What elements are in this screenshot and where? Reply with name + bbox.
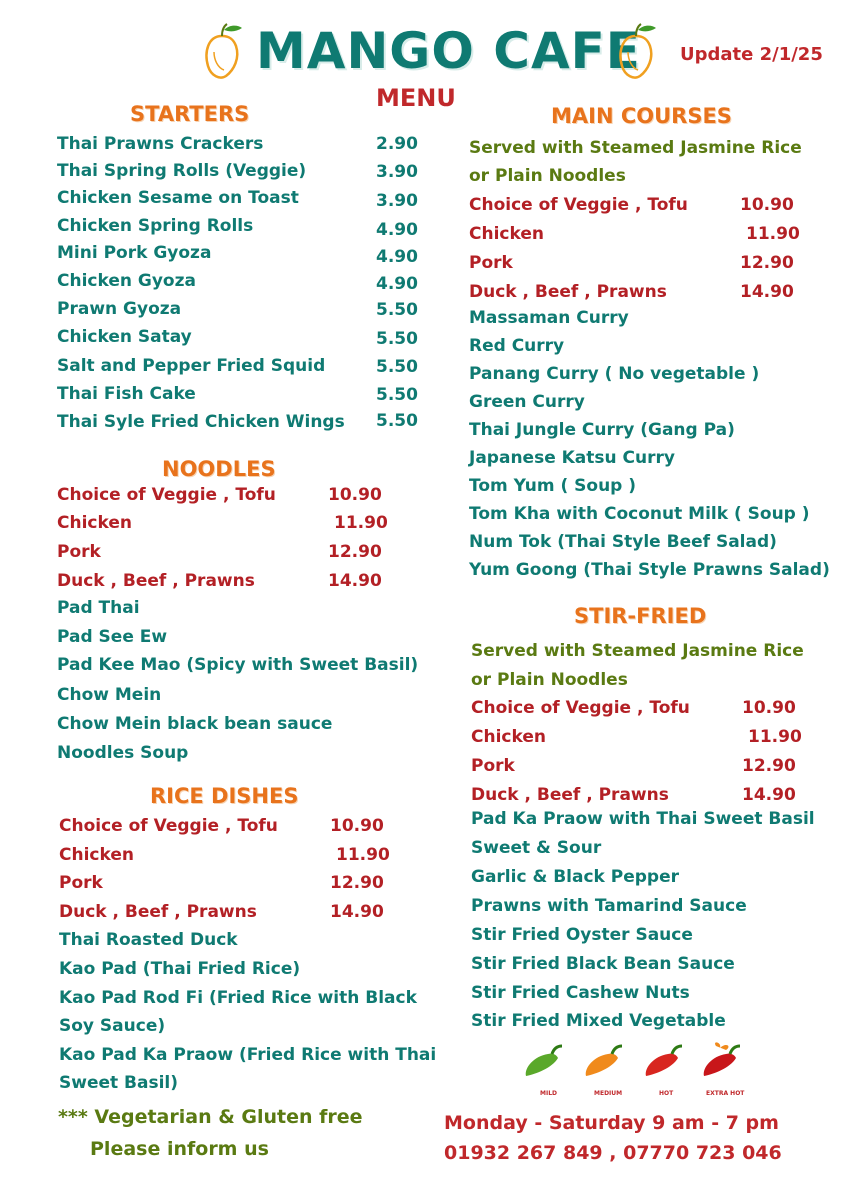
main-dish: Thai Jungle Curry (Gang Pa) [469, 420, 735, 440]
stir-option: Pork [471, 756, 515, 776]
stir-price: 11.90 [748, 727, 802, 747]
rice-option: Duck , Beef , Prawns [59, 902, 257, 922]
main-courses-heading: MAIN COURSES [551, 104, 732, 128]
stir-option: Chicken [471, 727, 546, 747]
main-option: Chicken [469, 224, 544, 244]
spice-legend [520, 1040, 750, 1090]
main-dish: Japanese Katsu Curry [469, 448, 675, 468]
starter-price: 3.90 [376, 162, 418, 182]
starter-price: 5.50 [376, 385, 418, 405]
noodles-option: Duck , Beef , Prawns [57, 571, 255, 591]
main-price: 12.90 [740, 253, 794, 273]
main-served-note: Served with Steamed Jasmine Rice [469, 138, 802, 158]
noodles-price: 14.90 [328, 571, 382, 591]
starter-item: Thai Prawns Crackers [57, 134, 264, 154]
rice-option: Choice of Veggie , Tofu [59, 816, 278, 836]
noodles-option: Chicken [57, 513, 132, 533]
main-dish: Red Curry [469, 336, 565, 356]
rice-dish: Kao Pad Rod Fi (Fried Rice with Black [59, 988, 417, 1008]
menu-heading: MENU [376, 84, 456, 112]
mango-logo-icon [614, 22, 658, 82]
starter-price: 4.90 [376, 247, 418, 267]
starter-price: 5.50 [376, 411, 418, 431]
stir-dish: Sweet & Sour [471, 838, 602, 858]
main-price: 11.90 [746, 224, 800, 244]
rice-price: 14.90 [330, 902, 384, 922]
stir-price: 12.90 [742, 756, 796, 776]
stir-price: 14.90 [742, 785, 796, 805]
rice-dish: Soy Sauce) [59, 1016, 166, 1036]
cafe-title: MANGO CAFE [256, 22, 641, 80]
starter-price: 5.50 [376, 300, 418, 320]
noodles-option: Choice of Veggie , Tofu [57, 485, 276, 505]
rice-option: Chicken [59, 845, 134, 865]
starter-item: Prawn Gyoza [57, 299, 182, 319]
main-price: 10.90 [740, 195, 794, 215]
stir-served-note: or Plain Noodles [471, 670, 628, 690]
main-dish: Yum Goong (Thai Style Prawns Salad) [469, 560, 830, 580]
starter-price: 4.90 [376, 220, 418, 240]
stir-option: Duck , Beef , Prawns [471, 785, 669, 805]
extra-hot-chili-icon [704, 1042, 740, 1076]
rice-dish: Sweet Basil) [59, 1073, 179, 1093]
main-served-note: or Plain Noodles [469, 166, 626, 186]
stir-served-note: Served with Steamed Jasmine Rice [471, 641, 804, 661]
rice-dish: Kao Pad (Thai Fried Rice) [59, 959, 301, 979]
stir-fried-heading: STIR-FRIED [574, 604, 707, 628]
opening-hours: Monday - Saturday 9 am - 7 pm [444, 1112, 779, 1134]
stir-dish: Stir Fried Mixed Vegetable [471, 1011, 726, 1031]
stir-dish: Pad Ka Praow with Thai Sweet Basil [471, 809, 815, 829]
rice-price: 11.90 [336, 845, 390, 865]
hot-chili-icon [646, 1046, 682, 1076]
rice-dish: Kao Pad Ka Praow (Fried Rice with Thai [59, 1045, 437, 1065]
noodles-dish: Pad Thai [57, 598, 140, 618]
rice-heading: RICE DISHES [150, 784, 299, 808]
stir-option: Choice of Veggie , Tofu [471, 698, 690, 718]
spice-label-mild: MILD [540, 1090, 558, 1097]
phone-numbers[interactable]: 01932 267 849 , 07770 723 046 [444, 1142, 782, 1164]
starter-item: Chicken Spring Rolls [57, 216, 254, 236]
inform-note: Please inform us [90, 1138, 269, 1160]
main-dish: Panang Curry ( No vegetable ) [469, 364, 760, 384]
spice-label-medium: MEDIUM [594, 1090, 623, 1097]
rice-price: 10.90 [330, 816, 384, 836]
rice-dish: Thai Roasted Duck [59, 930, 238, 950]
starter-item: Mini Pork Gyoza [57, 243, 212, 263]
noodles-price: 12.90 [328, 542, 382, 562]
main-dish: Tom Yum ( Soup ) [469, 476, 637, 496]
main-option: Choice of Veggie , Tofu [469, 195, 688, 215]
starter-item: Chicken Gyoza [57, 271, 196, 291]
starter-item: Thai Spring Rolls (Veggie) [57, 161, 307, 181]
noodles-heading: NOODLES [162, 457, 276, 481]
rice-option: Pork [59, 873, 103, 893]
stir-price: 10.90 [742, 698, 796, 718]
noodles-dish: Noodles Soup [57, 743, 189, 763]
starter-price: 4.90 [376, 274, 418, 294]
main-dish: Num Tok (Thai Style Beef Salad) [469, 532, 777, 552]
mild-chili-icon [526, 1046, 562, 1076]
stir-dish: Prawns with Tamarind Sauce [471, 896, 747, 916]
starter-price: 5.50 [376, 357, 418, 377]
noodles-price: 10.90 [328, 485, 382, 505]
noodles-dish: Pad See Ew [57, 627, 168, 647]
main-price: 14.90 [740, 282, 794, 302]
starter-item: Thai Syle Fried Chicken Wings [57, 412, 345, 432]
stir-dish: Stir Fried Cashew Nuts [471, 983, 690, 1003]
main-option: Duck , Beef , Prawns [469, 282, 667, 302]
main-option: Pork [469, 253, 513, 273]
starter-price: 2.90 [376, 134, 418, 154]
starters-heading: STARTERS [130, 102, 250, 126]
noodles-dish: Pad Kee Mao (Spicy with Sweet Basil) [57, 655, 419, 675]
stir-dish: Garlic & Black Pepper [471, 867, 680, 887]
vegetarian-note: *** Vegetarian & Gluten free [58, 1106, 363, 1128]
spice-label-extra-hot: EXTRA HOT [706, 1090, 745, 1097]
main-dish: Green Curry [469, 392, 585, 412]
starter-price: 3.90 [376, 191, 418, 211]
starter-item: Thai Fish Cake [57, 384, 196, 404]
starter-item: Chicken Sesame on Toast [57, 188, 299, 208]
starter-item: Salt and Pepper Fried Squid [57, 356, 326, 376]
update-date: Update 2/1/25 [680, 44, 823, 65]
stir-dish: Stir Fried Oyster Sauce [471, 925, 693, 945]
noodles-option: Pork [57, 542, 101, 562]
noodles-dish: Chow Mein [57, 685, 162, 705]
mango-logo-icon [200, 22, 244, 82]
starter-price: 5.50 [376, 329, 418, 349]
noodles-price: 11.90 [334, 513, 388, 533]
main-dish: Massaman Curry [469, 308, 629, 328]
medium-chili-icon [586, 1046, 622, 1076]
starter-item: Chicken Satay [57, 327, 192, 347]
stir-dish: Stir Fried Black Bean Sauce [471, 954, 735, 974]
rice-price: 12.90 [330, 873, 384, 893]
noodles-dish: Chow Mein black bean sauce [57, 714, 333, 734]
main-dish: Tom Kha with Coconut Milk ( Soup ) [469, 504, 810, 524]
spice-label-hot: HOT [659, 1090, 674, 1097]
